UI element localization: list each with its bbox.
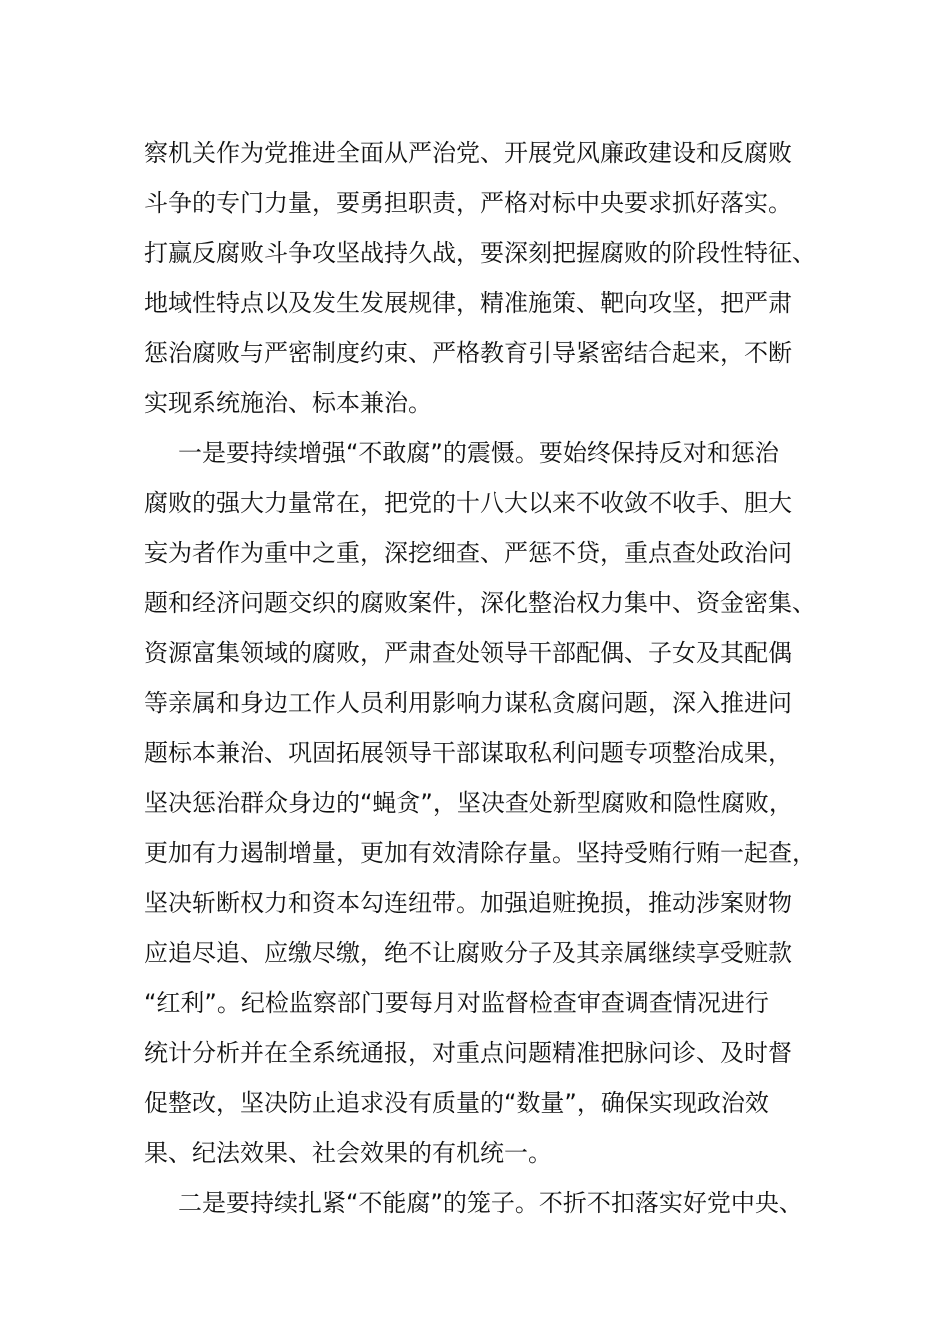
paragraph-3 [144,1178,844,1228]
paragraph-line: 题标本兼治、巩固拓展领导干部谋取私利问题专项整治成果， [144,739,792,767]
paragraph-line: 腐败的强大力量常在，把党的十八大以来不收敛不收手、胆大 [144,489,792,517]
paragraph-line: 二是要持续扎紧“不能腐”的笼子。不折不扣落实好党中央、 [178,1189,803,1217]
paragraph-line: 妄为者作为重中之重，深挖细查、严惩不贷，重点查处政治问 [144,539,792,567]
document-body [144,128,844,1228]
paragraph-line: 题和经济问题交织的腐败案件，深化整治权力集中、资金密集、 [144,589,816,617]
paragraph-line: 果、纪法效果、社会效果的有机统一。 [144,1139,552,1167]
paragraph-line: 应追尽追、应缴尽缴，绝不让腐败分子及其亲属继续享受赃款 [144,939,792,967]
paragraph-2 [144,428,844,1178]
paragraph-line: 坚决惩治群众身边的“蝇贪”，坚决查处新型腐败和隐性腐败， [144,789,793,817]
paragraph-1 [144,128,844,428]
paragraph-line: 更加有力遏制增量，更加有效清除存量。坚持受贿行贿一起查， [144,839,816,867]
paragraph-line: 地域性特点以及发生发展规律，精准施策、靶向攻坚，把严肃 [144,289,792,317]
paragraph-line: 打赢反腐败斗争攻坚战持久战，要深刻把握腐败的阶段性特征、 [144,239,816,267]
paragraph-line: 等亲属和身边工作人员利用影响力谋私贪腐问题，深入推进问 [144,689,792,717]
paragraph-line: 一是要持续增强“不敢腐”的震慑。要始终保持反对和惩治 [178,439,779,467]
paragraph-line: 统计分析并在全系统通报，对重点问题精准把脉问诊、及时督 [144,1039,792,1067]
paragraph-line: 斗争的专门力量，要勇担职责，严格对标中央要求抓好落实。 [144,189,792,217]
paragraph-line: 惩治腐败与严密制度约束、严格教育引导紧密结合起来，不断 [144,339,792,367]
paragraph-line: 坚决斩断权力和资本勾连纽带。加强追赃挽损，推动涉案财物 [144,889,792,917]
paragraph-line: 资源富集领域的腐败，严肃查处领导干部配偶、子女及其配偶 [144,639,792,667]
paragraph-line: “红利”。纪检监察部门要每月对监督检查审查调查情况进行 [144,989,769,1017]
paragraph-line: 察机关作为党推进全面从严治党、开展党风廉政建设和反腐败 [144,139,792,167]
paragraph-line: 实现系统施治、标本兼治。 [144,389,432,417]
paragraph-line: 促整改，坚决防止追求没有质量的“数量”，确保实现政治效 [144,1089,769,1117]
